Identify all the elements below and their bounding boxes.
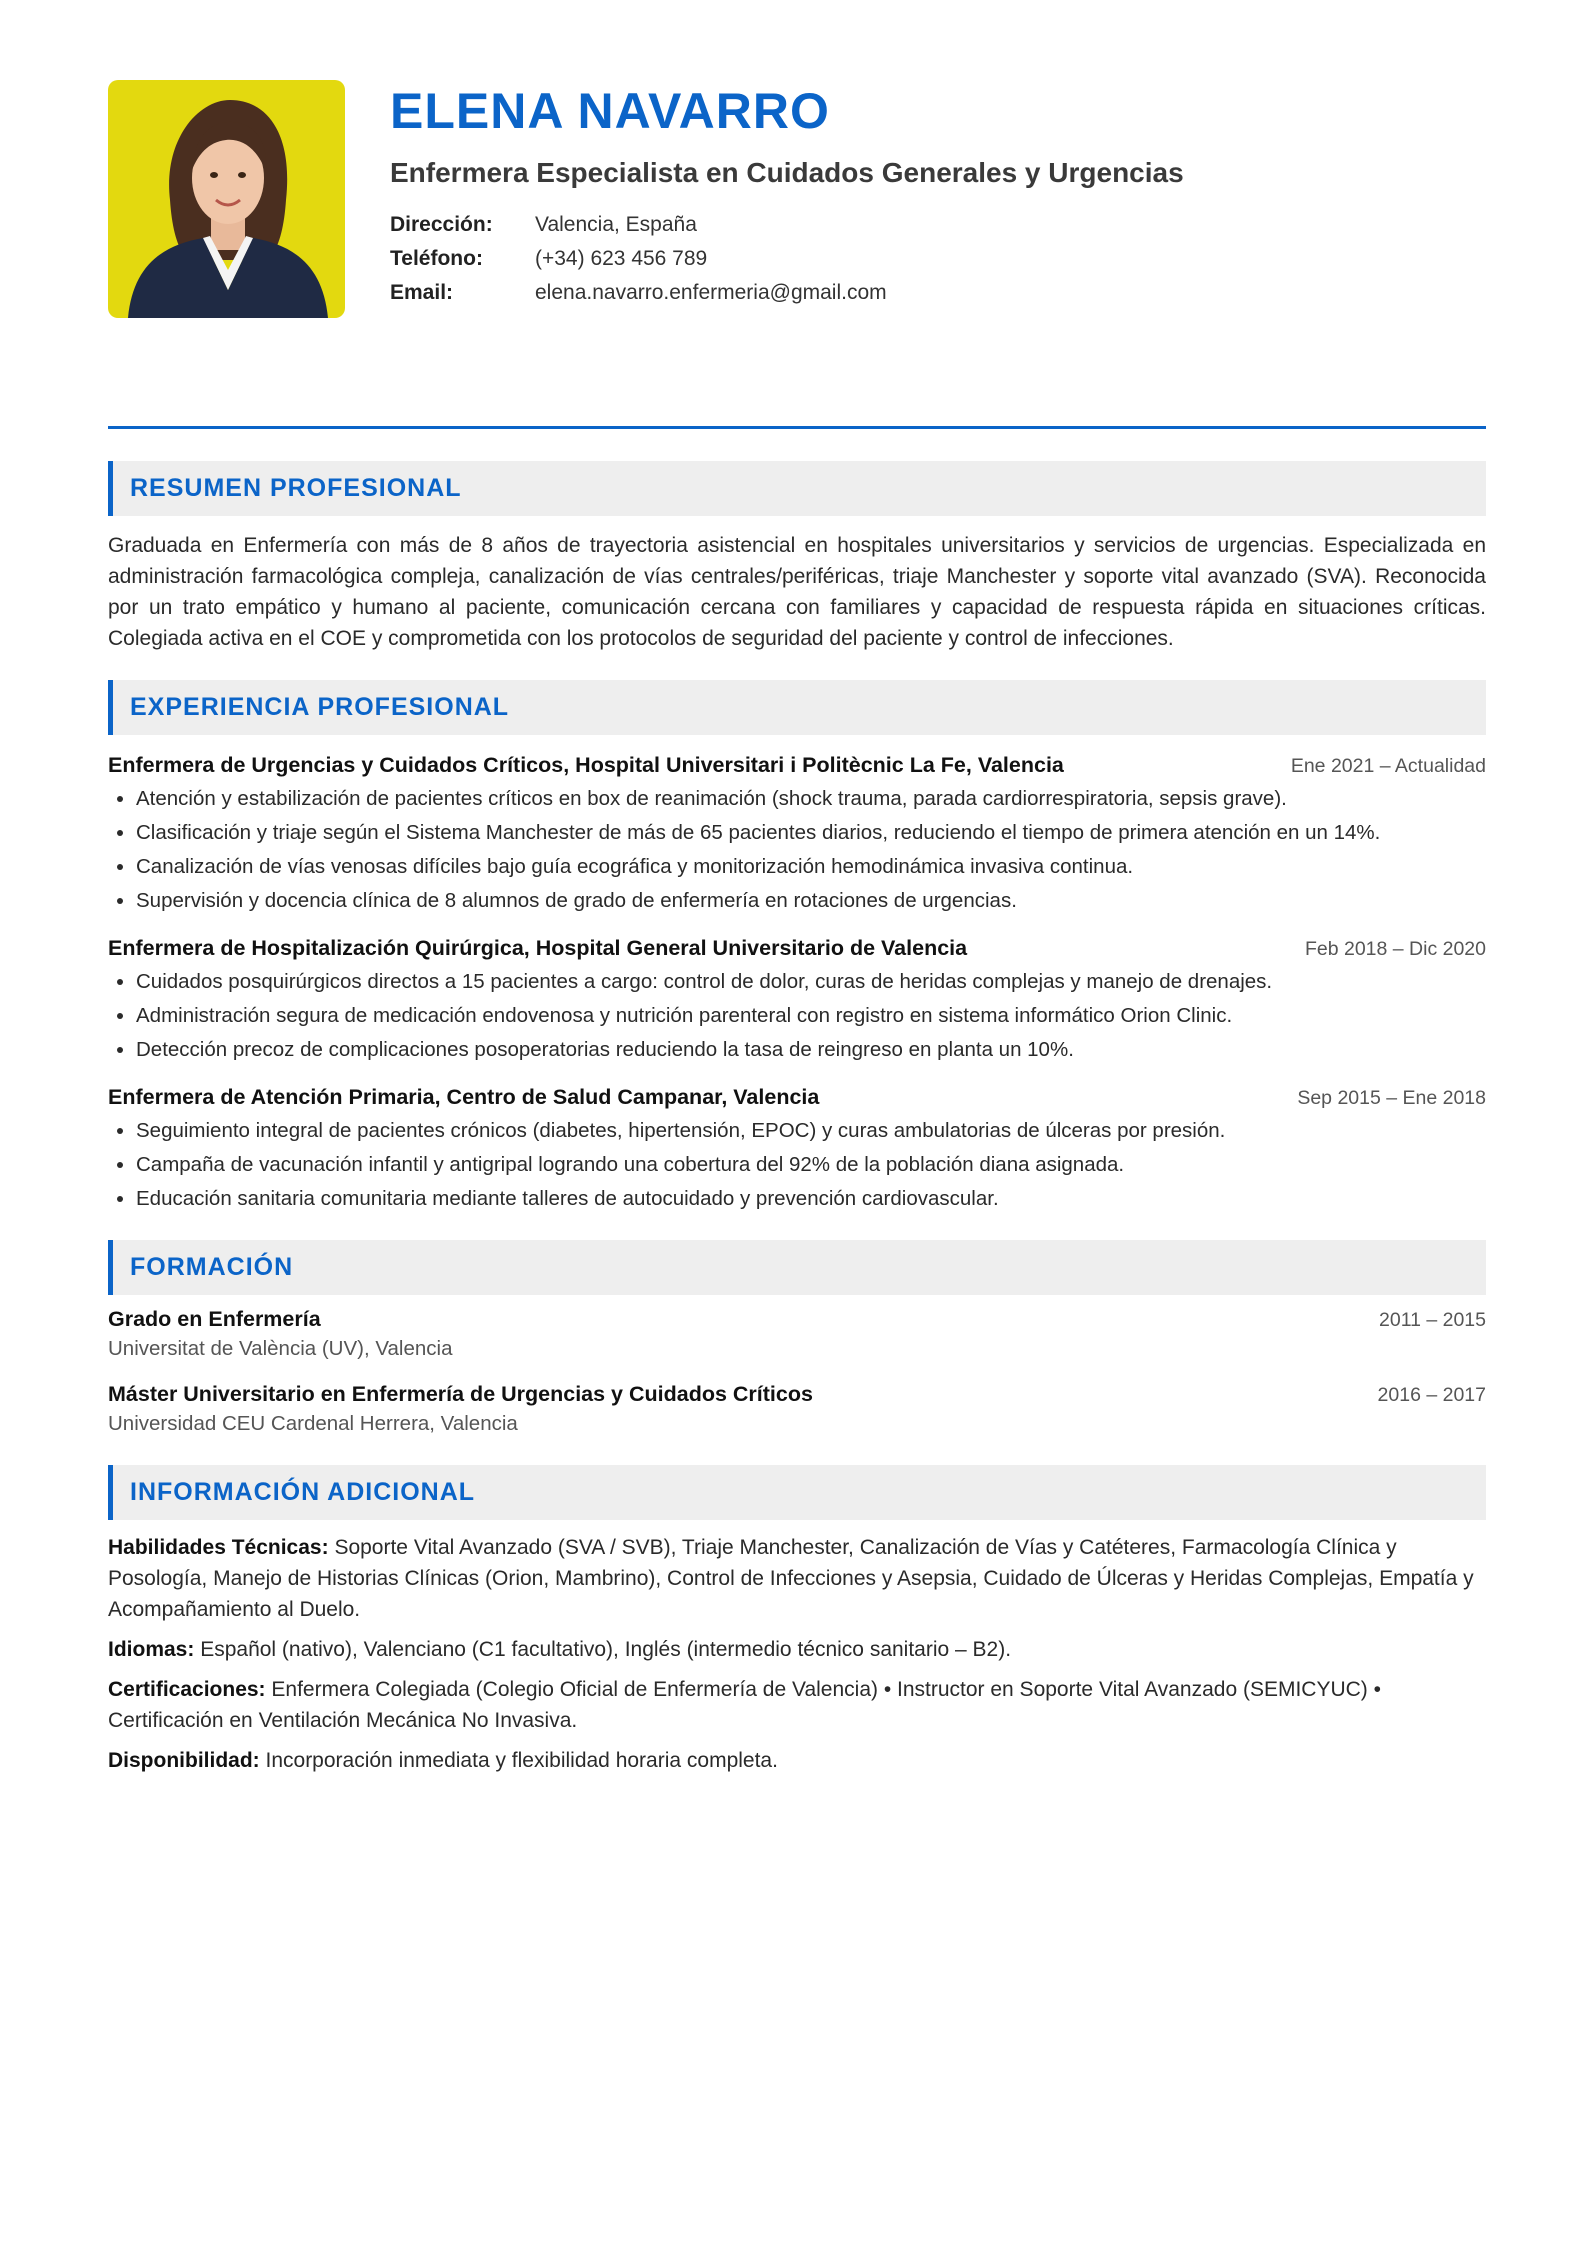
section-header-summary <box>108 461 1486 516</box>
job-bullet: • Administración segura de medicación endovenosa y nutrición parenteral con registro en sistema informático Orion Clinic. <box>136 999 1486 1033</box>
info-text: Soporte Vital Avanzado (SVA / SVB), Triaje Manchester, Canalización de Vías y Catéteres, Farmacología Clínica y Posología, Manejo de Historias Clínicas (Orion, Mambrino), Control de Infecciones y Asepsia, Cuidado de Úlceras y Heridas Complejas, Empatía y Acompañamiento al Duelo. <box>108 1536 1474 1621</box>
contact-value: elena.navarro.enfermeria@gmail.com <box>535 280 887 304</box>
section-header-experience <box>108 680 1486 735</box>
contact-label: Email: <box>390 280 454 304</box>
resume-header <box>108 80 1486 320</box>
info-text: Español (nativo), Valenciano (C1 facultativo), Inglés (intermedio técnico sanitario – B2). <box>200 1638 1012 1661</box>
job-bullet: • Canalización de vías venosas difíciles bajo guía ecográfica y monitorización hemodinámica invasiva continua. <box>136 850 1486 884</box>
education-entry <box>108 1307 1486 1366</box>
info-label: Habilidades Técnicas: <box>108 1536 329 1559</box>
resume-page <box>108 80 1486 1785</box>
job-title: Enfermera de Urgencias y Cuidados Críticos, Hospital Universitari i Politècnic La Fe, Valencia <box>108 753 1064 777</box>
header-divider <box>108 426 1486 429</box>
info-label: Disponibilidad: <box>108 1749 260 1772</box>
job-title-headline: Enfermera Especialista en Cuidados Generales y Urgencias <box>390 157 1184 188</box>
education-entry <box>108 1382 1486 1441</box>
job-date: Sep 2015 – Ene 2018 <box>1297 1087 1486 1109</box>
info-text: Enfermera Colegiada (Colegio Oficial de Enfermería de Valencia) • Instructor en Soporte Vital Avanzado (SEMICYUC) • Certificación en Ventilación Mecánica No Invasiva. <box>108 1678 1381 1732</box>
job-bullet: • Detección precoz de complicaciones posoperatorias reduciendo la tasa de reingreso en planta un 10%. <box>136 1033 1486 1067</box>
contact-address <box>390 208 1184 242</box>
job-header <box>108 753 1486 778</box>
contact-phone <box>390 242 1184 276</box>
job-date: Ene 2021 – Actualidad <box>1290 755 1486 777</box>
section-title: FORMACIÓN <box>130 1253 294 1281</box>
profile-photo <box>108 80 345 318</box>
contact-label: Teléfono: <box>390 246 483 270</box>
contact-value: Valencia, España <box>535 212 697 236</box>
additional-skills <box>108 1532 1486 1625</box>
job-entry <box>108 1085 1486 1216</box>
job-date: Feb 2018 – Dic 2020 <box>1304 938 1486 960</box>
job-bullets <box>108 782 1486 918</box>
additional-languages <box>108 1634 1486 1665</box>
job-bullet: • Educación sanitaria comunitaria mediante talleres de autocuidado y prevención cardiovascular. <box>136 1182 1486 1216</box>
school-name: Universidad CEU Cardenal Herrera, Valencia <box>108 1412 518 1435</box>
job-title: Enfermera de Hospitalización Quirúrgica, Hospital General Universitario de Valencia <box>108 936 968 960</box>
degree-title: Grado en Enfermería <box>108 1307 321 1331</box>
job-header <box>108 1085 1486 1110</box>
section-header-additional <box>108 1465 1486 1520</box>
candidate-name: ELENA NAVARRO <box>390 83 830 139</box>
job-bullets <box>108 965 1486 1067</box>
additional-availability <box>108 1745 1486 1776</box>
additional-info <box>108 1532 1486 1776</box>
job-bullet: • Supervisión y docencia clínica de 8 alumnos de grado de enfermería en rotaciones de urgencias. <box>136 884 1486 918</box>
job-bullet: • Campaña de vacunación infantil y antigripal logrando una cobertura del 92% de la población diana asignada. <box>136 1148 1486 1182</box>
contact-label: Dirección: <box>390 212 493 236</box>
additional-certifications <box>108 1674 1486 1736</box>
job-header <box>108 936 1486 961</box>
info-label: Certificaciones: <box>108 1678 266 1701</box>
job-bullet: • Seguimiento integral de pacientes crónicos (diabetes, hipertensión, EPOC) y curas ambulatorias de úlceras por presión. <box>136 1114 1486 1148</box>
section-title: RESUMEN PROFESIONAL <box>130 474 462 502</box>
job-bullets <box>108 1114 1486 1216</box>
degree-title: Máster Universitario en Enfermería de Urgencias y Cuidados Críticos <box>108 1382 813 1406</box>
contact-block <box>390 208 1184 310</box>
contact-value: (+34) 623 456 789 <box>535 246 708 270</box>
header-info <box>390 80 1184 310</box>
section-header-education <box>108 1240 1486 1295</box>
summary-text: Graduada en Enfermería con más de 8 años de trayectoria asistencial en hospitales universitarios y servicios de urgencias. Especializada en administración farmacológica compleja, canalización de vías centrales/periféricas, triaje Manchester y soporte vital avanzado (SVA). Reconocida por un trato empático y humano al paciente, comunicación cercana con familiares y capacidad de respuesta rápida en situaciones críticas. Colegiada activa en el COE y comprometida con los protocolos de seguridad del paciente y control de infecciones. <box>108 534 1486 650</box>
education-header <box>108 1382 1486 1407</box>
job-bullet: • Cuidados posquirúrgicos directos a 15 pacientes a cargo: control de dolor, curas de heridas complejas y manejo de drenajes. <box>136 965 1486 999</box>
school-name: Universitat de València (UV), Valencia <box>108 1337 453 1360</box>
education-header <box>108 1307 1486 1332</box>
info-text: Incorporación inmediata y flexibilidad horaria completa. <box>265 1749 778 1772</box>
section-title: EXPERIENCIA PROFESIONAL <box>130 693 510 721</box>
contact-email <box>390 276 1184 310</box>
job-entry <box>108 753 1486 918</box>
job-bullet: • Clasificación y triaje según el Sistema Manchester de más de 65 pacientes diarios, reduciendo el tiempo de primera atención en un 14%. <box>136 816 1486 850</box>
info-label: Idiomas: <box>108 1638 195 1661</box>
job-entry <box>108 936 1486 1067</box>
education-date: 2016 – 2017 <box>1377 1384 1486 1406</box>
portrait-illustration <box>108 80 345 318</box>
education-date: 2011 – 2015 <box>1379 1309 1486 1331</box>
section-title: INFORMACIÓN ADICIONAL <box>130 1478 476 1506</box>
job-bullet: • Atención y estabilización de pacientes críticos en box de reanimación (shock trauma, parada cardiorrespiratoria, sepsis grave). <box>136 782 1486 816</box>
job-title: Enfermera de Atención Primaria, Centro de Salud Campanar, Valencia <box>108 1085 820 1109</box>
